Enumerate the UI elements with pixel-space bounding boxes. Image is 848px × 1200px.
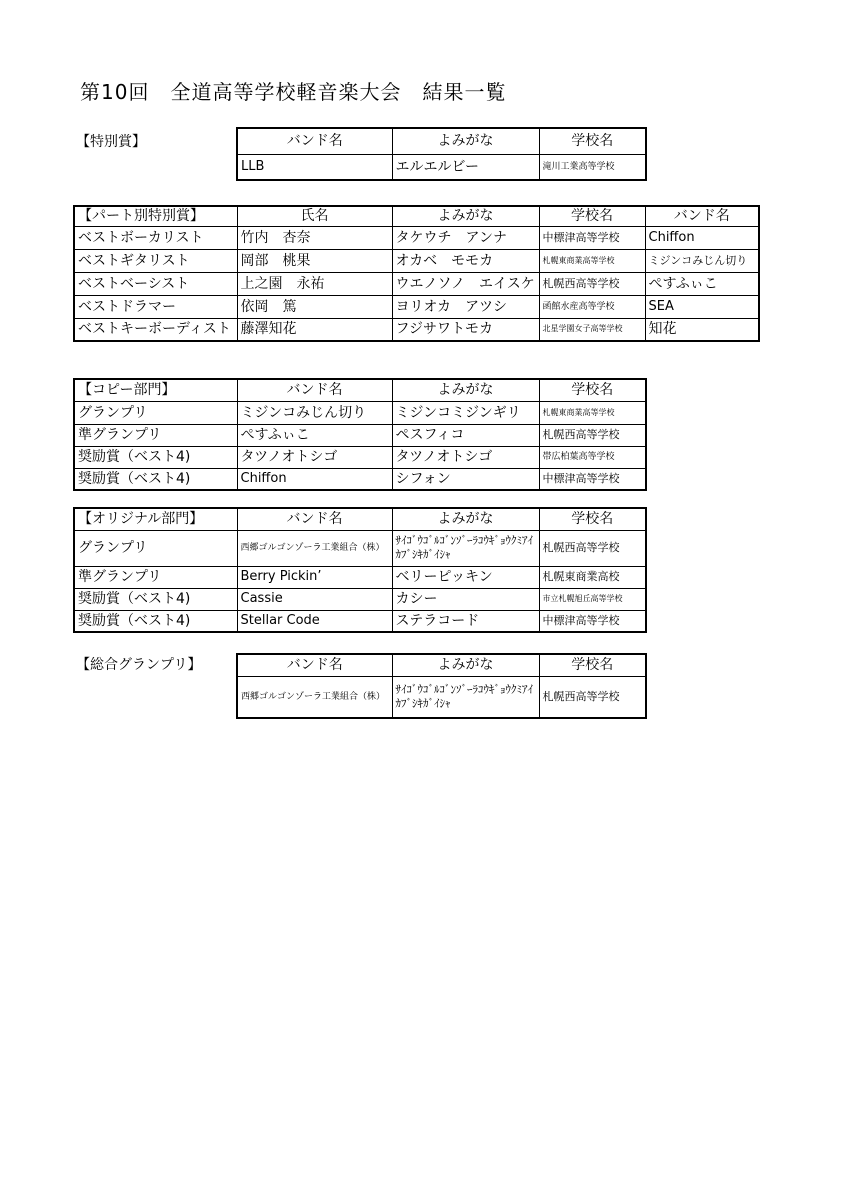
award-cell: ベストベーシスト	[74, 272, 237, 295]
school-cell: 函館水産高等学校	[539, 295, 645, 318]
award-cell: 奨励賞（ベスト4)	[74, 446, 237, 468]
reading-cell: エルエルビー	[392, 154, 539, 180]
award-cell: 準グランプリ	[74, 424, 237, 446]
table-row	[74, 530, 646, 566]
table-row	[74, 566, 646, 588]
band-name-cell: LLB	[237, 154, 392, 180]
school-cell: 北星学園女子高等学校	[539, 318, 645, 341]
school-cell: 札幌西高等学校	[539, 676, 646, 718]
reading-cell: ステラコード	[392, 610, 539, 632]
table-row	[74, 249, 759, 272]
copy-category-table	[73, 378, 647, 491]
table-header-row	[74, 206, 759, 226]
person-name-cell: 竹内 杏奈	[237, 226, 392, 249]
award-cell: 奨励賞（ベスト4)	[74, 468, 237, 490]
column-header: 学校名	[539, 654, 646, 676]
reading-cell: ベリーピッキン	[392, 566, 539, 588]
table-header-row	[237, 654, 646, 676]
reading-cell: ｻｲｺﾞｳｺﾞﾙｺﾞﾝｿﾞｰﾗｺｳｷﾞｮｳｸﾐｱｲｶﾌﾞｼｷｶﾞｲｼｬ	[392, 676, 539, 718]
table-row	[74, 226, 759, 249]
reading-cell: タケウチ アンナ	[392, 226, 539, 249]
original-category-table	[73, 507, 647, 633]
band-name-cell: ぺすふぃこ	[237, 424, 392, 446]
column-header: バンド名	[237, 128, 392, 154]
column-header: 学校名	[539, 379, 646, 401]
column-header: バンド名	[645, 206, 759, 226]
band-name-cell: Stellar Code	[237, 610, 392, 632]
award-cell: 奨励賞（ベスト4)	[74, 588, 237, 610]
band-name-cell: SEA	[645, 295, 759, 318]
band-name-cell: Chiffon	[237, 468, 392, 490]
school-cell: 札幌東商業高校	[539, 566, 646, 588]
band-name-cell: ミジンコみじん切り	[645, 249, 759, 272]
column-header: 学校名	[539, 206, 645, 226]
band-name-cell: ミジンコみじん切り	[237, 401, 392, 424]
table-row	[74, 446, 646, 468]
school-cell: 中標津高等学校	[539, 468, 646, 490]
page-title: 第10回 全道高等学校軽音楽大会 結果一覧	[80, 80, 507, 104]
reading-cell: ウエノソノ エイスケ	[392, 272, 539, 295]
column-header: バンド名	[237, 654, 392, 676]
grand-prix-label: 【総合グランプリ】	[76, 657, 202, 673]
table-row	[237, 676, 646, 718]
column-header: 学校名	[539, 508, 646, 530]
band-name-cell: 知花	[645, 318, 759, 341]
award-cell: ベストボーカリスト	[74, 226, 237, 249]
table-row	[74, 318, 759, 341]
column-header: 氏名	[237, 206, 392, 226]
school-cell: 札幌西高等学校	[539, 530, 646, 566]
column-header: よみがな	[392, 654, 539, 676]
band-name-cell: 西郷ゴルゴンゾーラ工業組合（株）	[237, 676, 392, 718]
person-name-cell: 依岡 篤	[237, 295, 392, 318]
school-cell: 中標津高等学校	[539, 610, 646, 632]
column-header: バンド名	[237, 379, 392, 401]
column-header: よみがな	[392, 508, 539, 530]
band-name-cell: 西郷ゴルゴンゾーラ工業組合（株）	[237, 530, 392, 566]
part-award-label: 【パート別特別賞】	[74, 206, 237, 226]
school-cell: 札幌東商業高等学校	[539, 401, 646, 424]
reading-cell: ペスフィコ	[392, 424, 539, 446]
table-row	[74, 424, 646, 446]
award-cell: ベストギタリスト	[74, 249, 237, 272]
special-award-label: 【特別賞】	[76, 134, 146, 150]
copy-category-label: 【コピー部門】	[74, 379, 237, 401]
band-name-cell: タツノオトシゴ	[237, 446, 392, 468]
reading-cell: オカベ モモカ	[392, 249, 539, 272]
reading-cell: カシー	[392, 588, 539, 610]
reading-cell: シフォン	[392, 468, 539, 490]
school-cell: 滝川工業高等学校	[539, 154, 646, 180]
column-header: 学校名	[539, 128, 646, 154]
original-category-label: 【オリジナル部門】	[74, 508, 237, 530]
column-header: よみがな	[392, 379, 539, 401]
band-name-cell: Chiffon	[645, 226, 759, 249]
award-cell: ベストドラマー	[74, 295, 237, 318]
award-cell: ベストキーボーディスト	[74, 318, 237, 341]
school-cell: 札幌西高等学校	[539, 424, 646, 446]
table-row	[74, 272, 759, 295]
school-cell: 中標津高等学校	[539, 226, 645, 249]
reading-cell: ヨリオカ アツシ	[392, 295, 539, 318]
reading-cell: ｻｲｺﾞｳｺﾞﾙｺﾞﾝｿﾞｰﾗｺｳｷﾞｮｳｸﾐｱｲｶﾌﾞｼｷｶﾞｲｼｬ	[392, 530, 539, 566]
school-cell: 札幌東商業高等学校	[539, 249, 645, 272]
band-name-cell: Cassie	[237, 588, 392, 610]
school-cell: 帯広柏葉高等学校	[539, 446, 646, 468]
award-cell: 準グランプリ	[74, 566, 237, 588]
reading-cell: ミジンコミジンギリ	[392, 401, 539, 424]
award-cell: グランプリ	[74, 530, 237, 566]
school-cell: 札幌西高等学校	[539, 272, 645, 295]
special-award-table	[236, 127, 647, 181]
award-cell: 奨励賞（ベスト4)	[74, 610, 237, 632]
person-name-cell: 藤澤知花	[237, 318, 392, 341]
table-row	[74, 401, 646, 424]
table-row	[74, 588, 646, 610]
person-name-cell: 岡部 桃果	[237, 249, 392, 272]
column-header: よみがな	[392, 206, 539, 226]
table-header-row	[74, 379, 646, 401]
band-name-cell: Berry Pickin’	[237, 566, 392, 588]
grand-prix-table	[236, 653, 647, 719]
column-header: よみがな	[392, 128, 539, 154]
table-header-row	[237, 128, 646, 154]
table-header-row	[74, 508, 646, 530]
band-name-cell: ぺすふぃこ	[645, 272, 759, 295]
person-name-cell: 上之園 永祐	[237, 272, 392, 295]
part-award-table	[73, 205, 760, 342]
school-cell: 市立札幌旭丘高等学校	[539, 588, 646, 610]
table-row	[74, 468, 646, 490]
table-row	[74, 295, 759, 318]
reading-cell: タツノオトシゴ	[392, 446, 539, 468]
table-row	[237, 154, 646, 180]
column-header: バンド名	[237, 508, 392, 530]
table-row	[74, 610, 646, 632]
award-cell: グランプリ	[74, 401, 237, 424]
reading-cell: フジサワトモカ	[392, 318, 539, 341]
